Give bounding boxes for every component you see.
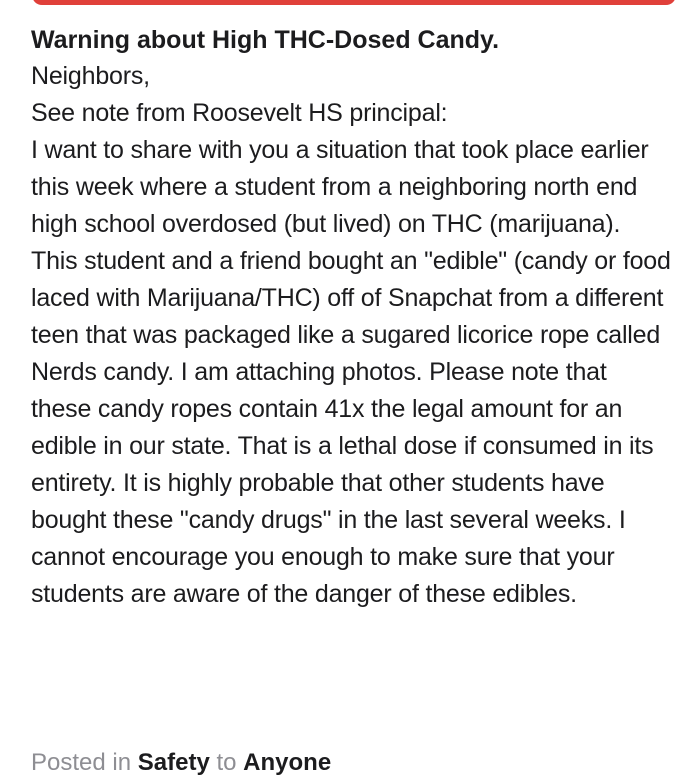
post-greeting: Neighbors, xyxy=(31,62,150,90)
top-accent-bar xyxy=(32,0,676,5)
to-label: to xyxy=(216,749,237,776)
category-link[interactable]: Safety xyxy=(137,749,210,776)
audience-link[interactable]: Anyone xyxy=(243,749,332,776)
post-title: Warning about High THC-Dosed Candy. xyxy=(31,26,500,54)
post-intro: See note from Roosevelt HS principal: xyxy=(31,98,448,127)
post-footer xyxy=(31,745,331,781)
posted-in-label: Posted in xyxy=(31,749,132,776)
post-content xyxy=(31,22,671,613)
post-body: I want to share with you a situation that took place earlier this week where a student from a neighboring north end high school overdosed (but lived) on THC (marijuana). This student and a friend bought an "edible" (candy or food laced with Marijuana/THC) off of Snapchat from a different teen that was packaged like a sugared licorice rope called Nerds candy. I am attaching photos. Please note that these candy ropes contain 41x the legal amount for an edible in our state. That is a lethal dose if consumed in its entirety. It is highly probable that other students have bought these "candy drugs" in the last several weeks. I cannot encourage you enough to make sure that your students are aware of the danger of these edibles. xyxy=(31,135,671,608)
